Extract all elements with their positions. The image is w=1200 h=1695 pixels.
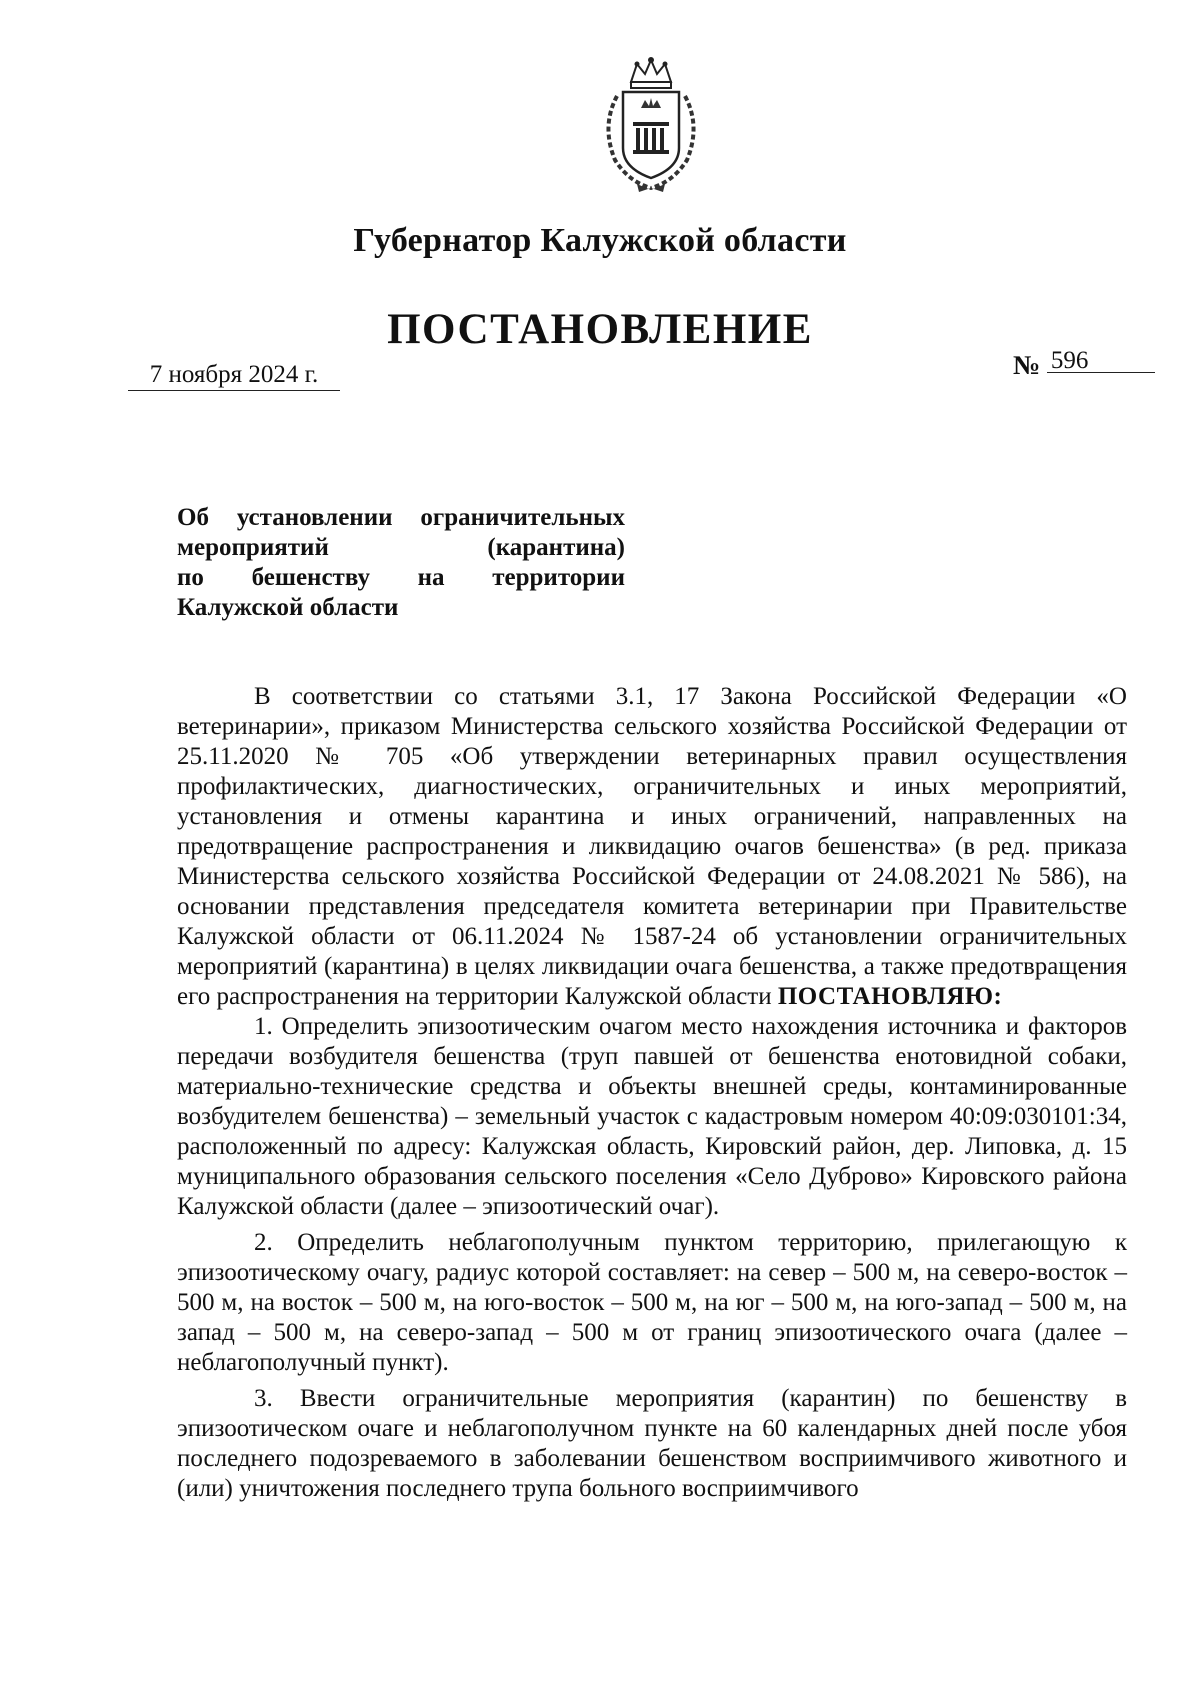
clause-paragraph: 1. Определить эпизоотическим очагом место нахождения источника и факторов передачи возбудителя бешенства (труп павшей от бешенства енотовидной собаки, материально-технические средства и объекты внешней среды, контаминированные возбудителем бешенства) – земельный участок с кадастровым номером 40:09:030101:34, расположенный по адресу: Калужская область, Кировский район, дер. Липовка, д. 15 муниципального образования сельского поселения «Село Дуброво» Кировского района Калужской области (далее – эпизоотический очаг). xyxy=(177,1013,1127,1220)
clause-paragraph: 2. Определить неблагополучным пунктом территорию, прилегающую к эпизоотическому очагу, радиус которой составляет: на север – 500 м, на северо-восток – 500 м, на восток – 500 м, на юго-восток – 500 м, на юг – 500 м, на юго-запад – 500 м, на запад – 500 м, на северо-запад – 500 м от границ эпизоотического очага (далее – неблагополучный пункт). xyxy=(177,1229,1127,1376)
document-subject xyxy=(177,503,625,623)
document-number xyxy=(1013,347,1155,380)
subject-line: мероприятий (карантина) xyxy=(177,534,625,561)
document-body xyxy=(177,682,1127,1504)
number-value: 596 xyxy=(1047,350,1155,373)
preamble-text: В соответствии со статьями 3.1, 17 Закона Российской Федерации «О ветеринарии», приказом Министерства сельского хозяйства Российской Федерации от 25.11.2020 № 705 «Об утверждении ветеринарных правил осуществления профилактических, диагностических, ограничительных и иных мероприятий, установления и отмены карантина и иных ограничений, направленных на предотвращение распространения и ликвидацию очагов бешенства» (в ред. приказа Министерства сельского хозяйства Российской Федерации от 24.08.2021 № 586), на основании представления председателя комитета ветеринарии при Правительстве Калужской области от 06.11.2024 № 1587-24 об установлении ограничительных мероприятий (карантина) в целях ликвидации очага бешенства, а также предотвращения его распространения на территории Калужской области xyxy=(177,683,1127,1010)
number-sign: № xyxy=(1013,350,1041,380)
document-type-title: ПОСТАНОВЛЕНИЕ xyxy=(387,306,813,353)
subject-line: Об установлении ограничительных xyxy=(177,504,625,531)
document-date: 7 ноября 2024 г. xyxy=(128,360,340,391)
preamble-paragraph xyxy=(177,682,1127,1012)
decree-word: ПОСТАНОВЛЯЮ: xyxy=(777,983,1003,1010)
issuer-title: Губернатор Калужской области xyxy=(353,222,847,259)
clause-paragraph: 3. Ввести ограничительные мероприятия (карантин) по бешенству в эпизоотическом очаге и неблагополучном пункте на 60 календарных дней после убоя последнего подозреваемого в заболевании бешенством восприимчивого животного и (или) уничтожения последнего трупа больного восприимчивого xyxy=(177,1385,1127,1502)
coat-of-arms-icon xyxy=(593,56,709,194)
subject-line: Калужской области xyxy=(177,594,399,621)
subject-line: по бешенству на территории xyxy=(177,564,625,591)
